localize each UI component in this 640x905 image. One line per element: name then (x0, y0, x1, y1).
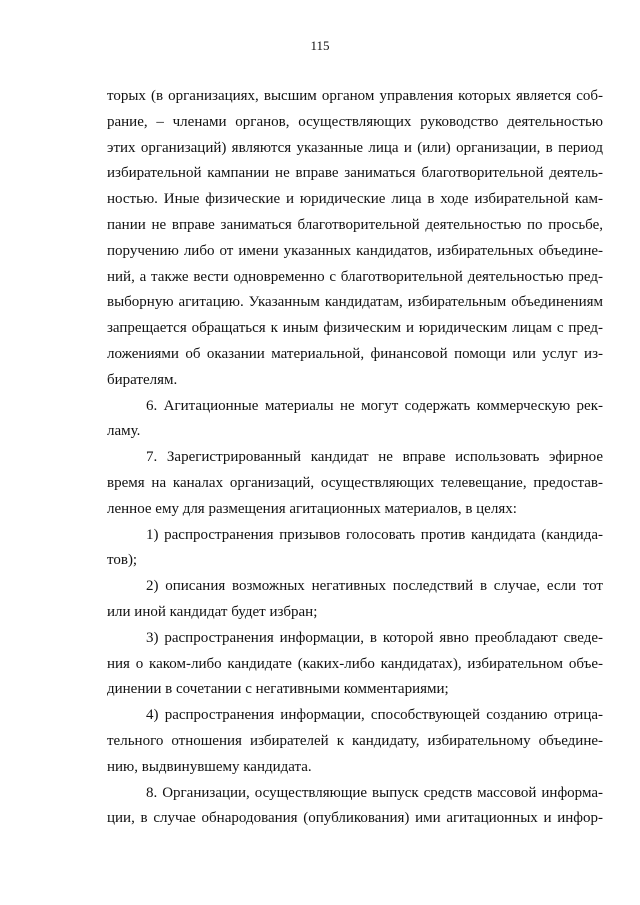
text-line: тов); (107, 552, 138, 569)
text-line: ции, в случае обнародования (опубликования) ими агитационных и инфор- (107, 810, 603, 827)
text-line: 2) описания возможных негативных последствий в случае, если тот (146, 578, 603, 595)
text-line: ния о каком-либо кандидате (каких-либо кандидатах), избирательном объе- (107, 655, 603, 672)
text-line: рание, – членами органов, осуществляющих руководство деятельностью (107, 113, 603, 130)
text-line: запрещается обращаться к иным физическим и юридическим лицам с пред- (107, 320, 603, 337)
text-line: 4) распространения информации, способствующей созданию отрица- (146, 707, 603, 724)
text-line: поручению либо от имени указанных кандидатов, избирательных объедине- (107, 242, 603, 259)
text-line: динении в сочетании с негативными комментариями; (107, 681, 449, 698)
text-line: или иной кандидат будет избран; (107, 603, 318, 620)
text-line: торых (в организациях, высшим органом управления которых является соб- (107, 88, 603, 104)
text-line: бирателям. (107, 371, 178, 388)
text-line: выборную агитацию. Указанным кандидатам, избирательным объединениям (107, 294, 603, 311)
text-line: 7. Зарегистрированный кандидат не вправе использовать эфирное (146, 449, 603, 466)
text-line: этих организаций) являются указанные лица и (или) организации, в период (107, 139, 603, 156)
text-line: 6. Агитационные материалы не могут содержать коммерческую рек- (146, 397, 603, 414)
text-line: 3) распространения информации, в которой явно преобладают сведе- (146, 629, 603, 646)
text-line: избирательной кампании не вправе заниматься благотворительной деятель- (107, 165, 603, 182)
text-line: ложениями об оказании материальной, финансовой помощи или услуг из- (107, 345, 603, 362)
text-line: ностью. Иные физические и юридические лица в ходе избирательной кам- (107, 191, 603, 208)
text-line: время на каналах организаций, осуществляющих телевещание, предостав- (107, 474, 603, 491)
text-line: ламу. (107, 423, 141, 440)
text-line: нию, выдвинувшему кандидата. (107, 758, 312, 775)
text-line: 1) распространения призывов голосовать против кандидата (кандида- (146, 526, 603, 543)
body-text (107, 84, 603, 832)
text-line: ленное ему для размещения агитационных материалов, в целях: (107, 500, 517, 517)
text-line: тельного отношения избирателей к кандидату, избирательному объедине- (107, 732, 603, 749)
text-line: пании не вправе заниматься благотворительной деятельностью по просьбе, (107, 216, 603, 233)
text-line: ний, а также вести одновременно с благотворительной деятельностью пред- (107, 268, 603, 285)
page-number: 115 (310, 38, 330, 53)
text-line: 8. Организации, осуществляющие выпуск средств массовой информа- (146, 784, 603, 801)
